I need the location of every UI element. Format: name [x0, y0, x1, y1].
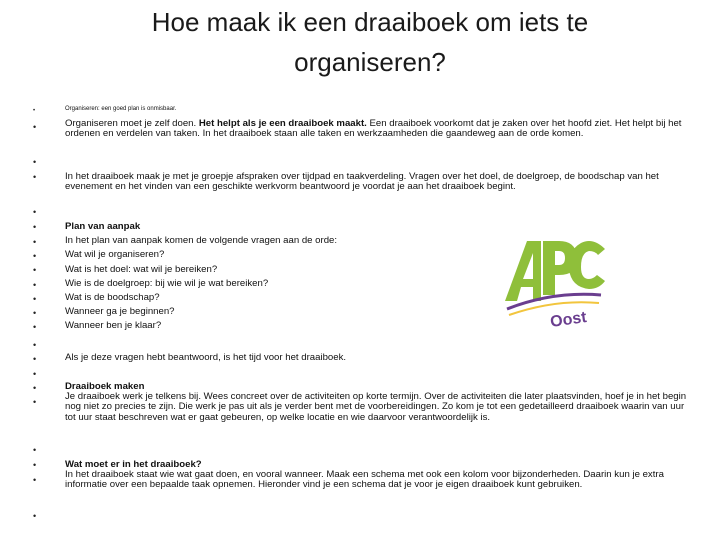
logo-text: Oost	[549, 309, 588, 331]
bullet: •	[33, 157, 37, 167]
bullet: •	[33, 294, 37, 304]
bullet: •	[33, 265, 37, 275]
plan-question: Wanneer ga je beginnen?	[65, 306, 175, 318]
bullet: •	[33, 383, 37, 393]
plan-question: Wat is de boodschap?	[65, 292, 160, 304]
bullet: •	[33, 237, 37, 247]
title-line-1: Hoe maak ik een draaiboek om iets te	[151, 7, 589, 37]
plan-question: Wat wil je organiseren?	[65, 249, 165, 261]
bullet: •	[33, 172, 37, 182]
bullet: •	[33, 207, 37, 217]
paragraph-tijd-voor-draaiboek: Als je deze vragen hebt beantwoord, is het tijd voor het draaiboek.	[65, 352, 347, 363]
bullet: •	[33, 308, 37, 318]
plan-intro: In het plan van aanpak komen de volgende vragen aan de orde:	[65, 235, 338, 247]
bullet: •	[33, 322, 37, 332]
inhoud-section	[65, 460, 695, 491]
para1-emphasis: Het helpt als je een draaiboek maakt.	[198, 118, 367, 129]
bullet: •	[33, 511, 37, 521]
maken-section	[65, 382, 695, 423]
paragraph-afspraken: In het draaiboek maak je met je groepje afspraken over tijdpad en taakverdeling. Vragen over het doel, de doelgroep, de boodschap van het evenement en het vinden van een geschikte werkvorm beantwoord je voordat je aan het draaiboek begint.	[65, 171, 659, 193]
plan-section	[65, 222, 475, 332]
bullet: •	[33, 445, 37, 455]
bullet: •	[33, 122, 37, 132]
bullet: •	[33, 280, 37, 290]
bullet: •	[33, 354, 37, 364]
bullet: •	[33, 475, 37, 485]
bullet: •	[33, 251, 37, 261]
maken-heading: Draaiboek maken	[65, 381, 145, 392]
bullet: •	[33, 108, 36, 114]
bullet: •	[33, 222, 37, 232]
para1-part3: Een draaiboek voorkomt dat je zaken over het hoofd ziet. Het helpt bij het ordenen en verdelen van taken. In het draaiboek staan alle taken en werkzaamheden die gaandeweg aan de orde komen.	[65, 118, 682, 140]
apc-oost-logo	[497, 235, 609, 335]
inhoud-heading: Wat moet er in het draaiboek?	[65, 459, 202, 470]
inhoud-text: In het draaiboek staat wie wat gaat doen, en vooral wanneer. Maak een schema met ook een kolom voor bijzonderheden. Daarin kun je extra informatie over een bepaalde taak opnemen. Hieronder vind je een schema dat je voor je eigen draaiboek kunt gebruiken.	[65, 469, 664, 491]
plan-question: Wie is de doelgroep: bij wie wil je wat bereiken?	[65, 277, 269, 289]
paragraph-organiseren	[65, 119, 695, 139]
page-title	[60, 2, 680, 82]
bullet: •	[33, 460, 37, 470]
plan-question: Wanneer ben je klaar?	[65, 320, 162, 332]
plan-heading: Plan van aanpak	[65, 221, 141, 232]
plan-question: Wat is het doel: wat wil je bereiken?	[65, 263, 218, 275]
bullet: •	[33, 397, 37, 407]
bullet: •	[33, 369, 37, 379]
maken-text: Je draaiboek werk je telkens bij. Wees concreet over de activiteiten op korte termijn. Over de activiteiten die later plaatsvinden, hoef je in het begin nog niet zo precies te zijn. Die werk je pas uit als je verder bent met de voorbereidingen. Zo kom je tot een gedetailleerd draaiboek waarin van uur tot uur staat beschreven wat er gaat gebeuren, op welke locatie en wie daarvoor verantwoordelijk is.	[65, 391, 687, 423]
title-line-2: organiseren?	[294, 47, 446, 77]
para1-part1: Organiseren moet je zelf doen.	[65, 118, 199, 129]
intro-text: Organiseren: een goed plan is onmisbaar.	[65, 106, 177, 112]
bullet: •	[33, 340, 37, 350]
